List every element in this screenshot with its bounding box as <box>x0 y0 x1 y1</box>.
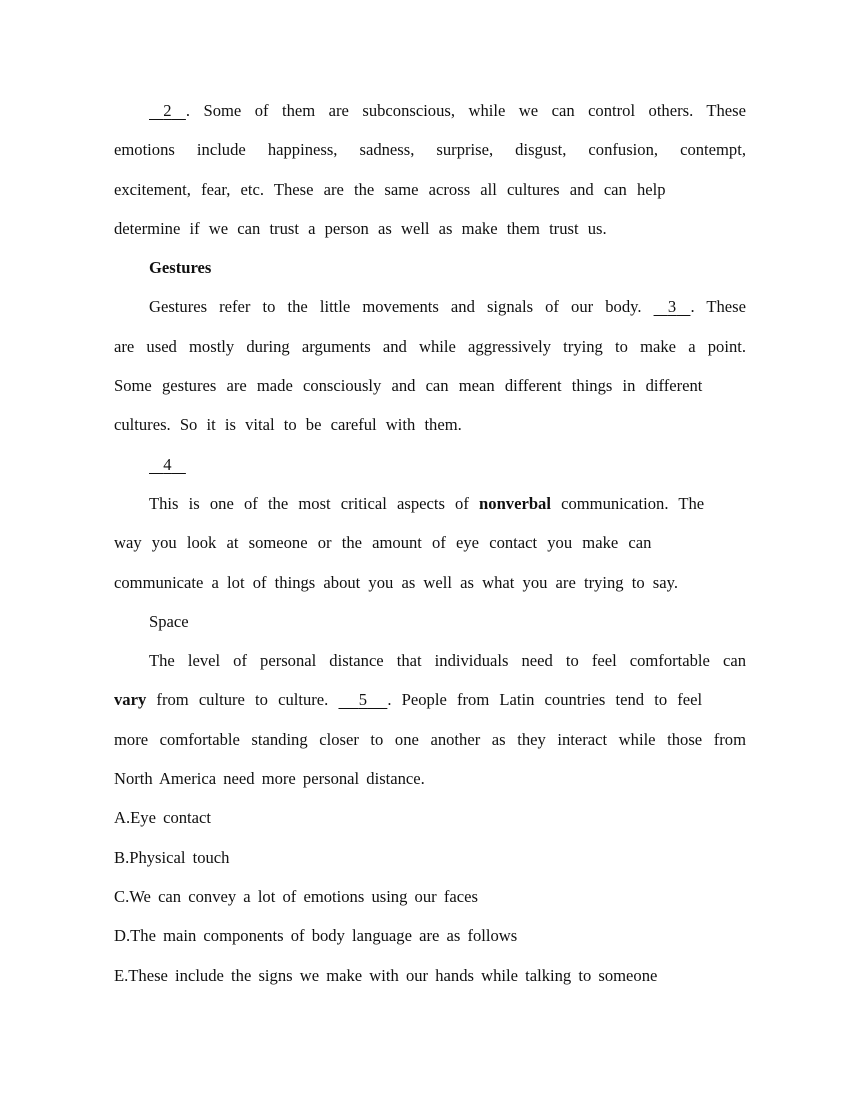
blank-2: 2 <box>163 101 172 120</box>
document-page <box>114 91 746 995</box>
gestures-line-4: cultures. So it is vital to be careful with them. <box>114 415 462 435</box>
eye-heading <box>114 445 746 484</box>
space-line-4: North America need more personal distance. <box>114 769 425 789</box>
intro-line-1: 2 . Some of them are subconscious, while we can control others. These <box>114 91 746 130</box>
space-line-1: The level of personal distance that individuals need to feel comfortable can <box>149 651 746 671</box>
gestures-line-3: Some gestures are made consciously and can mean different things in different <box>114 376 703 396</box>
option-e: E.These include the signs we make with our hands while talking to someone <box>114 965 658 985</box>
gestures-line-2: are used mostly during arguments and while aggressively trying to make a point. <box>114 336 746 356</box>
blank-5: 5 <box>358 690 368 710</box>
option-c: C.We can convey a lot of emotions using our faces <box>114 886 478 906</box>
eye-line-3: communicate a lot of things about you as well as what you are trying to say. <box>114 572 678 592</box>
blank-4: 4 <box>163 454 172 474</box>
space-heading: Space <box>149 611 189 631</box>
intro-line-2: emotions include happiness, sadness, surprise, disgust, confusion, contempt, <box>114 140 746 160</box>
intro-line-3: excitement, fear, etc. These are the same across all cultures and can help <box>114 179 666 199</box>
eye-line-1: This is one of the most critical aspects of nonverbal communication. The <box>149 493 705 513</box>
gestures-line-1: Gestures refer to the little movements and signals of our body. 3 . These <box>114 287 746 326</box>
option-b: B.Physical touch <box>114 847 230 867</box>
space-line-3: more comfortable standing closer to one another as they interact while those from <box>114 729 746 749</box>
gestures-heading: Gestures <box>149 258 212 278</box>
eye-line-2: way you look at someone or the amount of eye contact you make can <box>114 533 652 553</box>
option-a: A.Eye contact <box>114 808 211 828</box>
intro-line-4: determine if we can trust a person as well as make them trust us. <box>114 218 607 238</box>
option-d: D.The main components of body language are as follows <box>114 926 518 946</box>
space-line-2: vary from culture to culture. 5 . People from Latin countries tend to feel <box>114 680 746 719</box>
blank-3: 3 <box>667 297 677 317</box>
